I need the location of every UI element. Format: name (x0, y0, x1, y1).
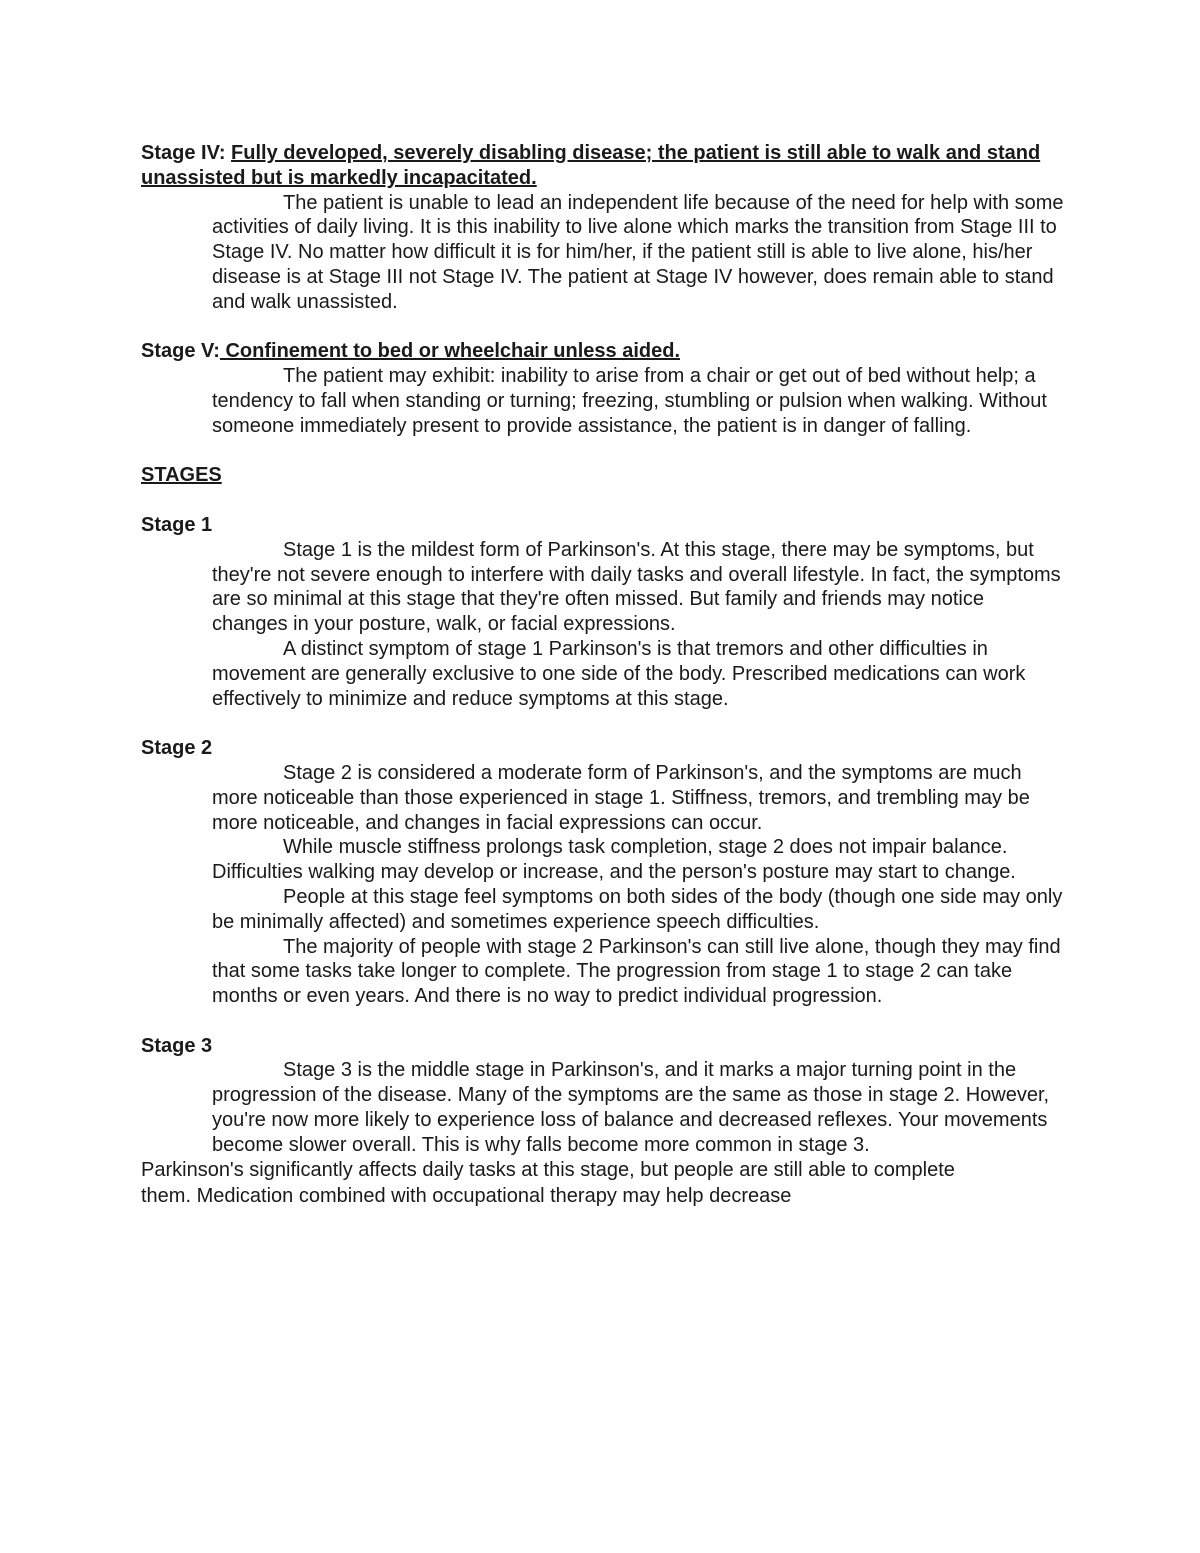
stage-2-body (212, 761, 1064, 1009)
stage-2-heading: Stage 2 (141, 737, 213, 760)
stages-title: STAGES (141, 464, 222, 487)
stage-v-body (212, 364, 1064, 438)
document-page (141, 141, 1071, 1210)
stage-3-heading: Stage 3 (141, 1034, 213, 1057)
stage-iv-title: Fully developed, severely disabling disease; the patient is still able to walk and stand unassisted but is markedly incapacitated. (141, 142, 1041, 189)
stage-2-paragraph: People at this stage feel symptoms on both sides of the body (though one side may only be minimally affected) and sometimes experience speech difficulties. (212, 885, 1063, 933)
stage-v-paragraph: The patient may exhibit: inability to arise from a chair or get out of bed without help; a tendency to fall when standing or turning; freezing, stumbling or pulsion when walking. Without someone immediately present to provide assistance, the patient is in danger of falling. (212, 365, 1047, 437)
stage-v-label: Stage V: (141, 340, 220, 363)
stage-2-paragraph: The majority of people with stage 2 Parkinson's can still live alone, though they may find that some tasks take longer to complete. The progression from stage 1 to stage 2 can take months or even years. And there is no way to predict individual progression. (212, 935, 1061, 1008)
stage-1-heading: Stage 1 (141, 513, 213, 536)
stage-3-tail-line: them. Medication combined with occupational therapy may help decrease (141, 1185, 792, 1208)
stage-v-heading (141, 339, 1071, 364)
stage-3-continuation (141, 1158, 1071, 1211)
stage-iv-body (212, 191, 1064, 315)
stage-1-paragraph: A distinct symptom of stage 1 Parkinson's is that tremors and other difficulties in movement are generally exclusive to one side of the body. Prescribed medications can work effectively to minimize and reduce symptoms at this stage. (212, 637, 1026, 710)
stage-2-paragraph: Stage 2 is considered a moderate form of Parkinson's, and the symptoms are much more noticeable than those experienced in stage 1. Stiffness, tremors, and trembling may be more noticeable, and changes in facial expressions can occur. (212, 761, 1030, 834)
stage-iv-label: Stage IV: (141, 142, 232, 164)
stages-heading (141, 463, 1071, 488)
stage-1-body (212, 538, 1064, 712)
stage-1-paragraph: Stage 1 is the mildest form of Parkinson's. At this stage, there may be symptoms, but they're not severe enough to interfere with daily tasks and overall lifestyle. In fact, the symptoms are so minimal at this stage that they're often missed. But family and friends may notice changes in your posture, walk, or facial expressions. (212, 538, 1061, 636)
stage-3-paragraph: Stage 3 is the middle stage in Parkinson's, and it marks a major turning point in the progression of the disease. Many of the symptoms are the same as those in stage 2. However, you're now more likely to experience loss of balance and decreased reflexes. Your movements become slower overall. This is why falls become more common in stage 3. (212, 1059, 1050, 1156)
stage-iv-paragraph: The patient is unable to lead an independent life because of the need for help with some activities of daily living. It is this inability to live alone which marks the transition from Stage III to Stage IV. No matter how difficult it is for him/her, if the patient still is able to live alone, his/her disease is at Stage III not Stage IV. The patient at Stage IV however, does remain able to stand and walk unassisted. (212, 191, 1064, 313)
stage-2-paragraph: While muscle stiffness prolongs task completion, stage 2 does not impair balance. Difficulties walking may develop or increase, and the person's posture may start to change. (212, 836, 1016, 884)
stage-v-title: Confinement to bed or wheelchair unless aided. (219, 340, 680, 363)
stage-iv-heading (141, 141, 1071, 191)
stage-3-body (212, 1058, 1064, 1157)
stage-3-tail-line: Parkinson's significantly affects daily tasks at this stage, but people are still able to complete (141, 1158, 955, 1181)
